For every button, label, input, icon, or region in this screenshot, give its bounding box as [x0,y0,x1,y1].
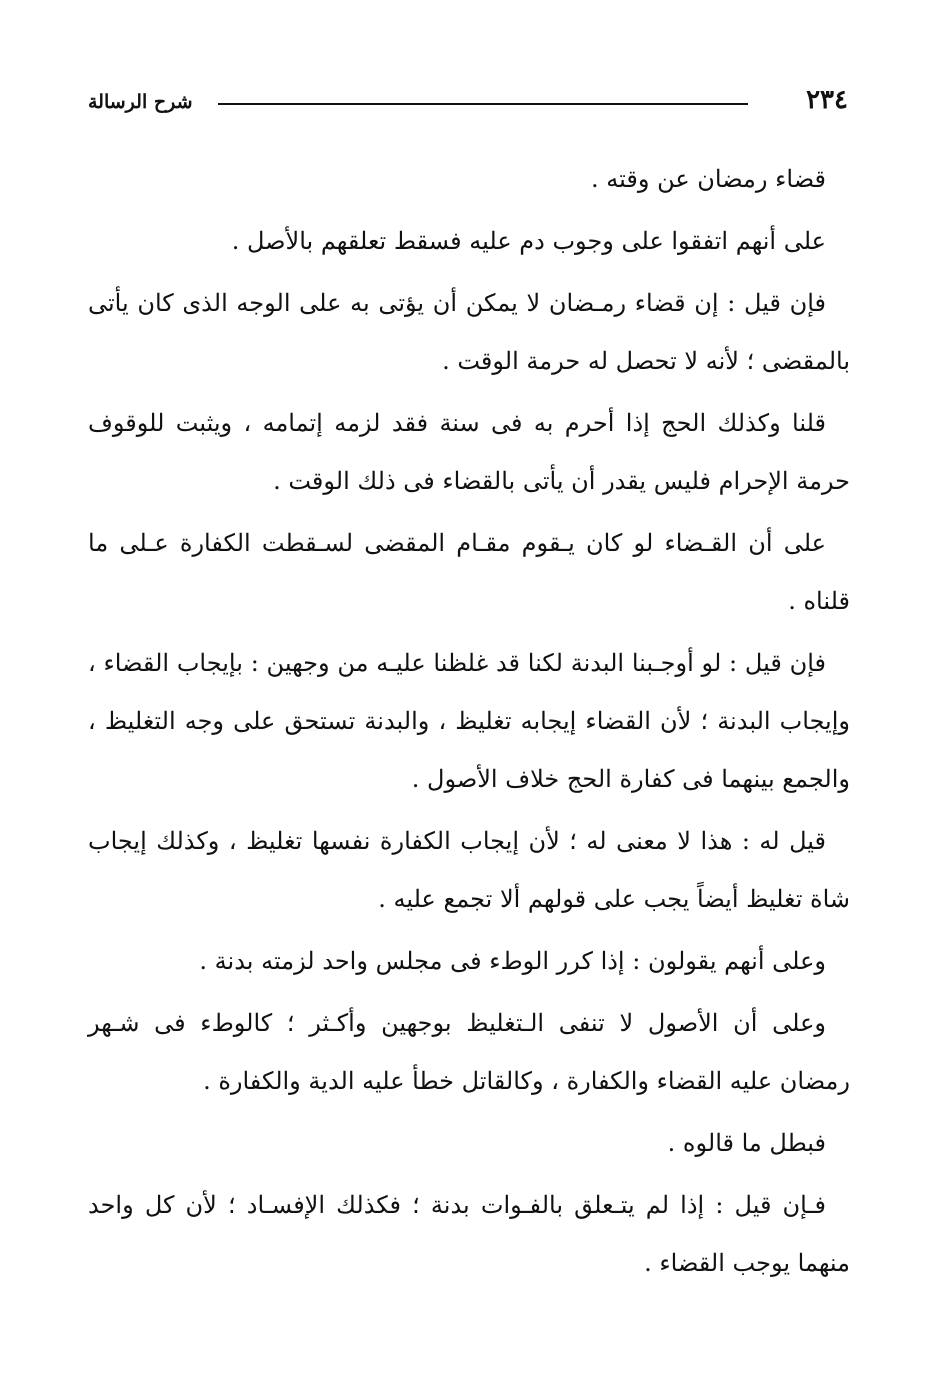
header-rule [218,103,748,105]
page-number: ٢٣٤ [806,85,848,115]
paragraph: قلنا وكذلك الحج إذا أحرم به فى سنة فقد لزمه إتمامه ، ويثبت للوقوف حرمة الإحرام فليس يقدر أن يأتى بالقضاء فى ذلك الوقت . [88,409,850,495]
paragraph: فإن قيل : لو أوجـبنا البدنة لكنا قد غلظنا عليـه من وجهين : بإيجاب القضاء ، وإيجاب البدنة ؛ لأن القضاء إيجابه تغليظ ، والبدنة تستحق على وجه التغليظ ، والجمع بينهما فى كفارة الحج خلاف الأصول . [88,649,850,793]
paragraph: فـإن قيل : إذا لم يتـعلق بالفـوات بدنة ؛ فكذلك الإفسـاد ؛ لأن كل واحد منهما يوجب القضاء . [88,1191,850,1277]
paragraph: وعلى أنهم يقولون : إذا كرر الوطء فى مجلس واحد لزمته بدنة . [199,947,826,975]
page-body [88,150,850,1296]
page-header [88,80,848,124]
paragraph: فإن قيل : إن قضاء رمـضان لا يمكن أن يؤتى به على الوجه الذى كان يأتى بالمقضى ؛ لأنه لا تحصل له حرمة الوقت . [88,289,850,375]
paragraph: فبطل ما قالوه . [667,1129,826,1157]
paragraph: وعلى أن الأصول لا تنفى الـتغليظ بوجهين وأكـثر ؛ كالوطء فى شـهر رمضان عليه القضاء والكفارة ، وكالقاتل خطأ عليه الدية والكفارة . [88,1009,850,1095]
paragraph: على أنهم اتفقوا على وجوب دم عليه فسقط تعلقهم بالأصل . [231,227,826,255]
paragraph: على أن القـضاء لو كان يـقوم مقـام المقضى لسـقطت الكفارة عـلى ما قلناه . [88,529,850,615]
running-title: شرح الرسالة [88,91,193,113]
paragraph: قضاء رمضان عن وقته . [591,165,826,193]
paragraph: قيل له : هذا لا معنى له ؛ لأن إيجاب الكفارة نفسها تغليظ ، وكذلك إيجاب شاة تغليظ أيضاً يجب على قولهم ألا تجمع عليه . [88,827,850,913]
